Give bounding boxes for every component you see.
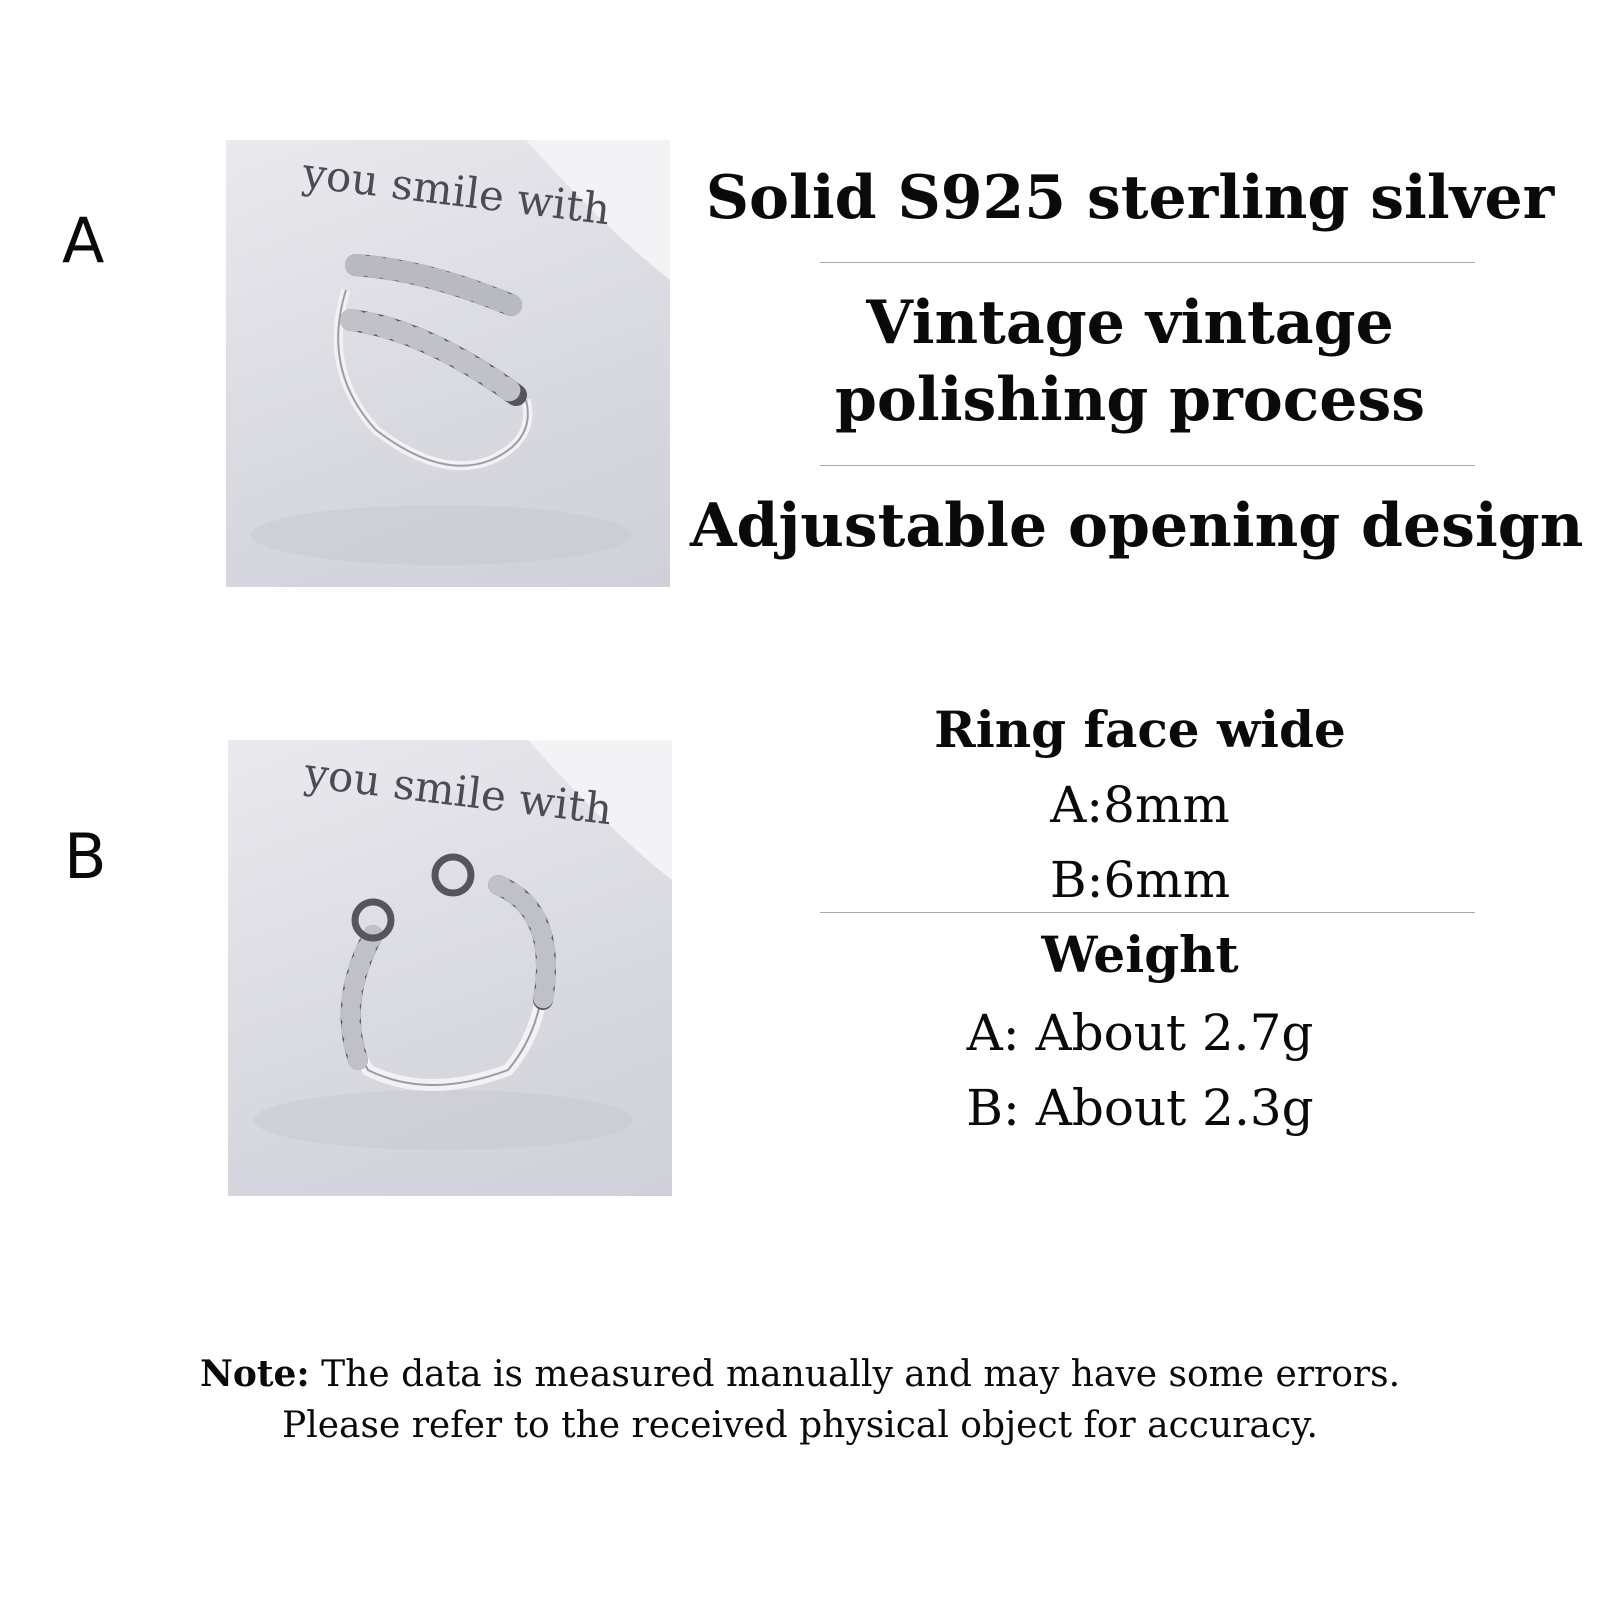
feature-polish-line2: polishing process: [834, 365, 1426, 435]
divider: [820, 465, 1475, 466]
feature-material: Solid S925 sterling silver: [705, 163, 1555, 233]
weight-b: B: About 2.3g: [966, 1079, 1314, 1137]
ring-a-photo-caption: you smile with: [300, 148, 613, 235]
feature-adjustable: Adjustable opening design: [690, 491, 1584, 561]
note-label: Note:: [199, 1353, 310, 1395]
divider: [820, 912, 1475, 913]
variant-b-label: B: [64, 820, 107, 893]
weight-heading: Weight: [1041, 925, 1239, 984]
ring-b-photo-caption: you smile with: [302, 748, 615, 835]
measurement-note-line1: [0, 1348, 1600, 1401]
ring-b-photo: [228, 740, 672, 1196]
ring-face-width-b: B:6mm: [1049, 851, 1231, 909]
ring-a-photo: [226, 140, 670, 587]
feature-polish-line1: Vintage vintage: [866, 288, 1394, 358]
divider: [820, 262, 1475, 263]
measurement-note-line2: Please refer to the received physical object for accuracy.: [282, 1405, 1318, 1446]
ring-face-width-heading: Ring face wide: [934, 700, 1346, 759]
ring-face-width-a: A:8mm: [1050, 776, 1230, 834]
variant-a-label: A: [62, 204, 105, 277]
note-text-1: The data is measured manually and may have some errors.: [321, 1354, 1401, 1395]
weight-a: A: About 2.7g: [966, 1004, 1314, 1062]
